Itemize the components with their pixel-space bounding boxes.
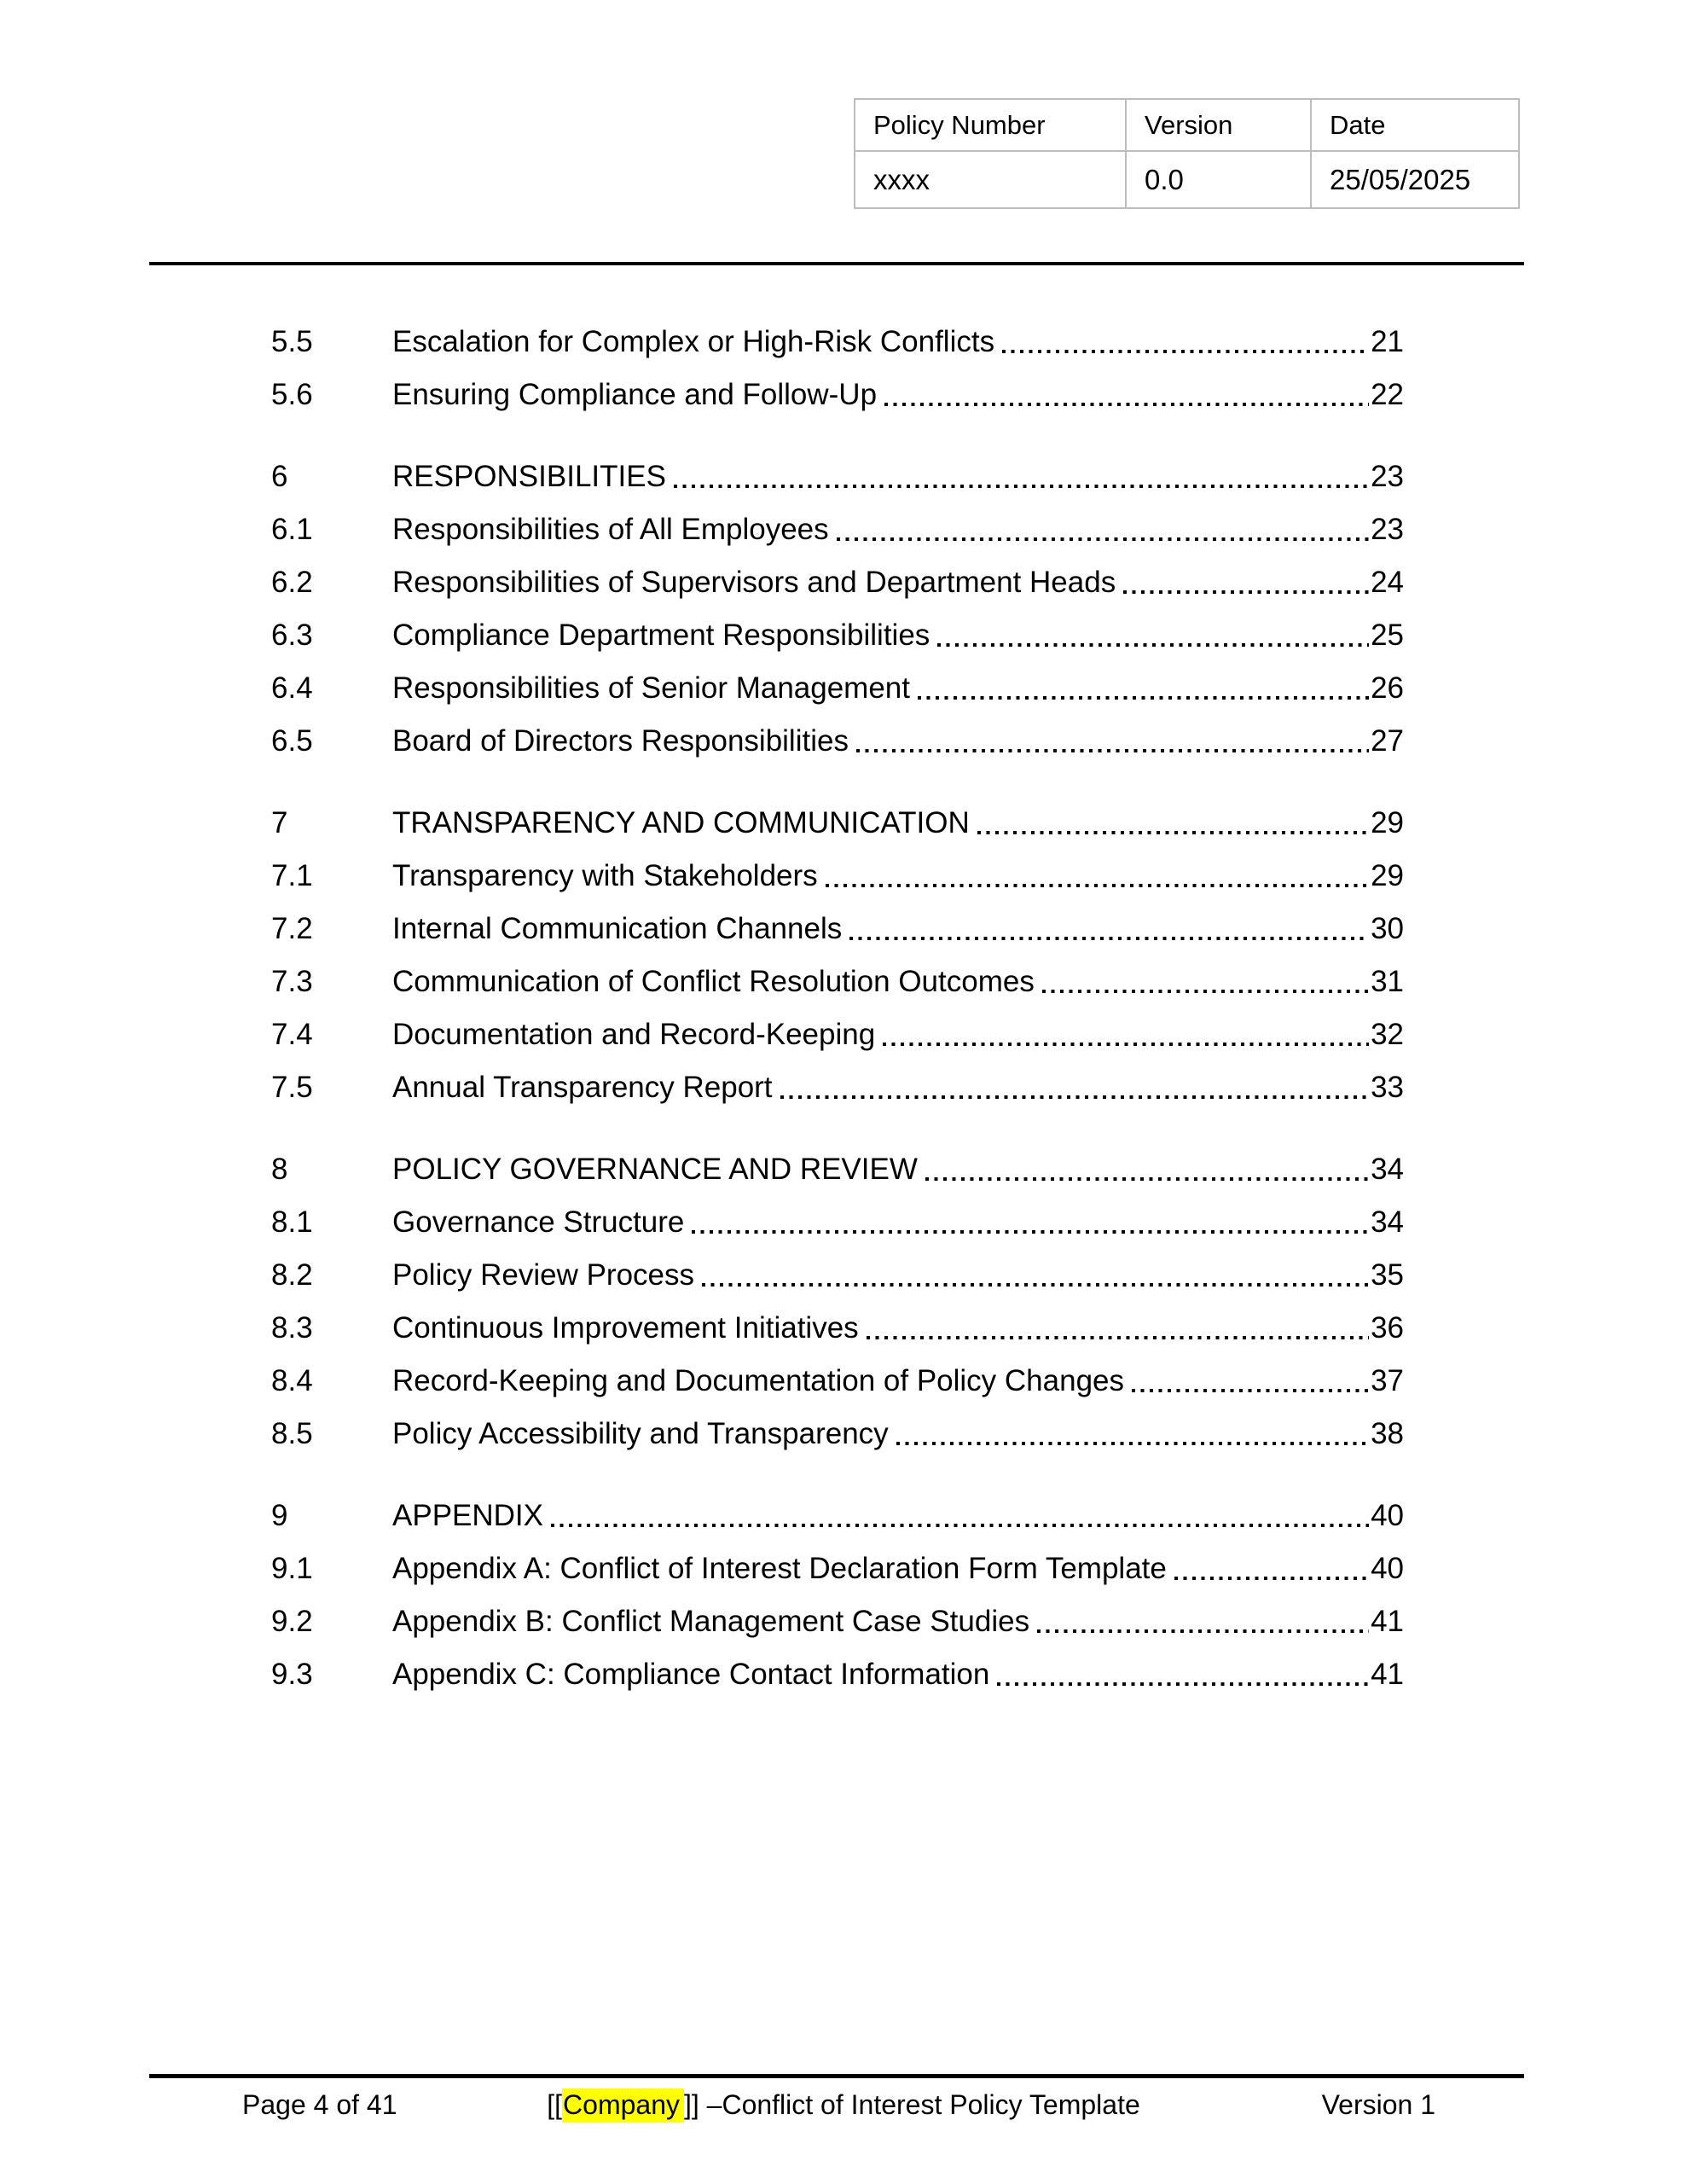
toc-entry-number: 9 xyxy=(271,1499,288,1532)
date-header-cell: Date xyxy=(1312,100,1520,152)
toc-entry-page: 41 xyxy=(1371,1658,1404,1691)
toc-entry-number: 7 xyxy=(271,806,288,839)
toc-row[interactable] xyxy=(271,1302,1404,1355)
toc-entry-title: Responsibilities of Senior Management xyxy=(392,671,910,705)
toc-entry-title: Internal Communication Channels xyxy=(392,912,843,945)
toc-leader-dots xyxy=(936,609,1369,662)
toc-row[interactable] xyxy=(271,715,1404,768)
policy-number-value-cell: xxxx xyxy=(855,152,1127,209)
toc-leader-dots xyxy=(995,1648,1369,1701)
toc-entry-title: Annual Transparency Report xyxy=(392,1071,773,1104)
toc-row[interactable] xyxy=(271,1008,1404,1061)
toc-row[interactable] xyxy=(271,903,1404,956)
toc-leader-dots xyxy=(835,503,1369,556)
toc-leader-dots xyxy=(1000,316,1369,369)
toc-row[interactable] xyxy=(271,662,1404,715)
toc-entry-title: Appendix C: Compliance Contact Information xyxy=(392,1658,990,1691)
toc-leader-dots xyxy=(1041,956,1369,1008)
toc-row[interactable] xyxy=(271,609,1404,662)
toc-leader-dots xyxy=(881,1008,1369,1061)
toc-entry-number: 5.6 xyxy=(271,378,313,411)
toc-entry-page: 22 xyxy=(1371,378,1404,411)
toc-leader-dots xyxy=(672,450,1369,503)
toc-row[interactable] xyxy=(271,1249,1404,1302)
toc-entry-title: Documentation and Record-Keeping xyxy=(392,1018,876,1051)
toc-entry-number: 6.2 xyxy=(271,566,313,599)
toc-entry-title: RESPONSIBILITIES xyxy=(392,460,666,493)
toc-entry-page: 38 xyxy=(1371,1417,1404,1450)
toc-row[interactable] xyxy=(271,850,1404,903)
toc-entry-title: Policy Review Process xyxy=(392,1258,694,1292)
toc-entry-page: 35 xyxy=(1371,1258,1404,1292)
toc-row[interactable] xyxy=(271,450,1404,503)
toc-row[interactable] xyxy=(271,1490,1404,1542)
toc-leader-dots xyxy=(1173,1542,1369,1595)
toc-entry-page: 33 xyxy=(1371,1071,1404,1104)
toc-row[interactable] xyxy=(271,316,1404,369)
toc-row[interactable] xyxy=(271,1648,1404,1701)
toc-entry-page: 23 xyxy=(1371,460,1404,493)
toc-leader-dots xyxy=(848,903,1369,956)
toc-entry-number: 6 xyxy=(271,460,288,493)
version-header-cell: Version xyxy=(1127,100,1312,152)
toc-entry-title: Continuous Improvement Initiatives xyxy=(392,1311,859,1345)
toc-entry-title: Escalation for Complex or High-Risk Conflicts xyxy=(392,325,995,358)
toc-entry-number: 8 xyxy=(271,1153,288,1186)
toc-entry-page: 32 xyxy=(1371,1018,1404,1051)
toc-entry-title: POLICY GOVERNANCE AND REVIEW xyxy=(392,1153,918,1186)
toc xyxy=(271,316,1404,1701)
toc-entry-number: 6.1 xyxy=(271,513,313,546)
toc-row[interactable] xyxy=(271,1061,1404,1114)
header-divider-rule xyxy=(149,262,1524,265)
toc-entry-number: 8.3 xyxy=(271,1311,313,1345)
toc-entry-page: 29 xyxy=(1371,806,1404,839)
toc-entry-page: 31 xyxy=(1371,965,1404,998)
toc-row[interactable] xyxy=(271,1542,1404,1595)
toc-leader-dots xyxy=(895,1408,1369,1461)
toc-leader-dots xyxy=(883,369,1369,421)
toc-leader-dots xyxy=(824,850,1369,903)
toc-leader-dots xyxy=(865,1302,1369,1355)
toc-entry-page: 26 xyxy=(1371,671,1404,705)
toc-entry-title: Responsibilities of Supervisors and Department Heads xyxy=(392,566,1116,599)
toc-entry-title: Policy Accessibility and Transparency xyxy=(392,1417,889,1450)
toc-leader-dots xyxy=(700,1249,1369,1302)
footer-doc-title-prefix: [[ xyxy=(547,2089,563,2120)
toc-entry-page: 21 xyxy=(1371,325,1404,358)
toc-entry-number: 9.3 xyxy=(271,1658,313,1691)
toc-entry-page: 29 xyxy=(1371,859,1404,892)
toc-entry-number: 9.1 xyxy=(271,1552,313,1585)
toc-row[interactable] xyxy=(271,1408,1404,1461)
toc-row[interactable] xyxy=(271,503,1404,556)
footer-company-highlight: Company xyxy=(562,2088,684,2123)
toc-entry-page: 27 xyxy=(1371,724,1404,758)
toc-row[interactable] xyxy=(271,1595,1404,1648)
toc-leader-dots xyxy=(924,1143,1369,1196)
toc-entry-number: 7.2 xyxy=(271,912,313,945)
toc-entry-number: 8.2 xyxy=(271,1258,313,1292)
toc-leader-dots xyxy=(1035,1595,1369,1648)
toc-entry-title: Appendix A: Conflict of Interest Declaration Form Template xyxy=(392,1552,1167,1585)
toc-entry-number: 8.4 xyxy=(271,1364,313,1397)
toc-leader-dots xyxy=(779,1061,1370,1114)
toc-leader-dots xyxy=(976,797,1369,850)
toc-entry-title: Ensuring Compliance and Follow-Up xyxy=(392,378,878,411)
toc-leader-dots xyxy=(1122,556,1369,609)
toc-entry-page: 24 xyxy=(1371,566,1404,599)
toc-entry-number: 7.1 xyxy=(271,859,313,892)
toc-entry-page: 34 xyxy=(1371,1153,1404,1186)
toc-entry-title: Board of Directors Responsibilities xyxy=(392,724,849,758)
toc-entry-number: 6.5 xyxy=(271,724,313,758)
toc-entry-title: Governance Structure xyxy=(392,1205,685,1239)
toc-row[interactable] xyxy=(271,956,1404,1008)
toc-leader-dots xyxy=(1130,1355,1369,1408)
footer xyxy=(0,2085,1687,2124)
toc-leader-dots xyxy=(549,1490,1369,1542)
toc-row[interactable] xyxy=(271,369,1404,421)
toc-entry-title: Appendix B: Conflict Management Case Studies xyxy=(392,1605,1030,1638)
toc-entry-title: Compliance Department Responsibilities xyxy=(392,619,930,652)
toc-entry-page: 40 xyxy=(1371,1499,1404,1532)
toc-entry-title: TRANSPARENCY AND COMMUNICATION xyxy=(392,806,970,839)
toc-entry-number: 8.1 xyxy=(271,1205,313,1239)
toc-leader-dots xyxy=(916,662,1369,715)
toc-entry-title: Record-Keeping and Documentation of Policy Changes xyxy=(392,1364,1125,1397)
toc-entry-page: 25 xyxy=(1371,619,1404,652)
toc-entry-title: Communication of Conflict Resolution Outcomes xyxy=(392,965,1035,998)
toc-entry-title: APPENDIX xyxy=(392,1499,543,1532)
toc-row[interactable] xyxy=(271,797,1404,850)
toc-entry-page: 37 xyxy=(1371,1364,1404,1397)
toc-entry-page: 34 xyxy=(1371,1205,1404,1239)
policy-number-header-cell: Policy Number xyxy=(855,100,1127,152)
toc-entry-page: 40 xyxy=(1371,1552,1404,1585)
toc-entry-title: Responsibilities of All Employees xyxy=(392,513,829,546)
toc-leader-dots xyxy=(855,715,1369,768)
footer-doc-title-suffix: ]] –Conflict of Interest Policy Template xyxy=(683,2089,1140,2120)
toc-entry-number: 7.5 xyxy=(271,1071,313,1104)
toc-entry-number: 6.4 xyxy=(271,671,313,705)
version-value-cell: 0.0 xyxy=(1127,152,1312,209)
footer-divider-rule xyxy=(149,2074,1524,2078)
toc-row[interactable] xyxy=(271,556,1404,609)
toc-leader-dots xyxy=(690,1196,1369,1249)
toc-entry-number: 8.5 xyxy=(271,1417,313,1450)
toc-row[interactable] xyxy=(271,1355,1404,1408)
footer-version-label: Version 1 xyxy=(1321,2089,1435,2120)
toc-entry-number: 7.4 xyxy=(271,1018,313,1051)
toc-entry-number: 9.2 xyxy=(271,1605,313,1638)
policy-header-table xyxy=(854,98,1520,209)
toc-entry-number: 7.3 xyxy=(271,965,313,998)
toc-entry-number: 5.5 xyxy=(271,325,313,358)
toc-entry-title: Transparency with Stakeholders xyxy=(392,859,818,892)
toc-entry-page: 41 xyxy=(1371,1605,1404,1638)
toc-entry-page: 23 xyxy=(1371,513,1404,546)
toc-row[interactable] xyxy=(271,1196,1404,1249)
date-value-cell: 25/05/2025 xyxy=(1312,152,1520,209)
toc-entry-number: 6.3 xyxy=(271,619,313,652)
footer-page-label: Page 4 of 41 xyxy=(242,2089,397,2120)
toc-entry-page: 30 xyxy=(1371,912,1404,945)
toc-row[interactable] xyxy=(271,1143,1404,1196)
toc-entry-page: 36 xyxy=(1371,1311,1404,1345)
